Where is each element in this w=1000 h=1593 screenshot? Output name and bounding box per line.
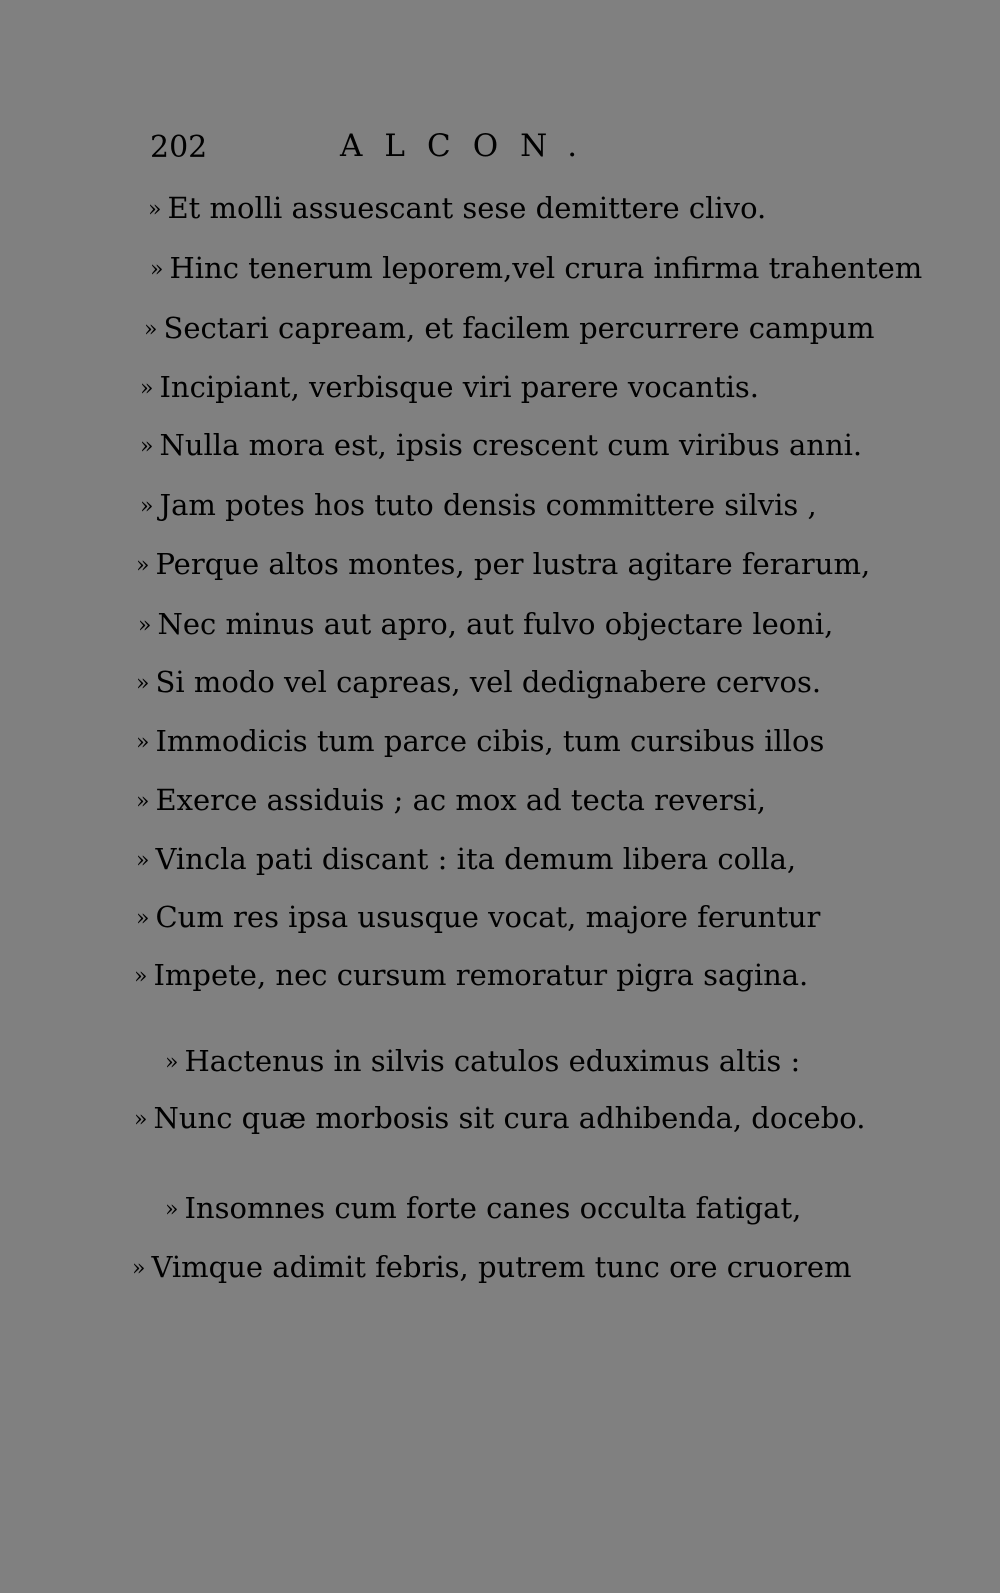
verse-line — [165, 1043, 800, 1081]
verse-line — [136, 546, 870, 584]
verse-line — [140, 369, 759, 407]
running-title: ALCON. — [340, 128, 600, 164]
verse-text: Cum res ipsa ususque vocat, majore feruntur — [155, 900, 821, 934]
quote-mark: » — [165, 1050, 179, 1075]
quote-mark: » — [165, 1197, 179, 1222]
verse-line — [140, 427, 862, 465]
verse-line — [138, 606, 833, 644]
quote-mark: » — [136, 848, 150, 873]
quote-mark: » — [150, 257, 164, 282]
quote-mark: » — [140, 434, 154, 459]
verse-text: Hinc tenerum leporem,vel crura infirma trahentem — [169, 251, 923, 285]
verse-text: Nunc quæ morbosis sit cura adhibenda, docebo. — [153, 1101, 866, 1135]
verse-text: Vincla pati discant : ita demum libera colla, — [155, 842, 797, 876]
verse-text: Perque altos montes, per lustra agitare ferarum, — [155, 547, 871, 581]
verse-text: Incipiant, verbisque viri parere vocantis. — [159, 370, 759, 404]
quote-mark: » — [136, 730, 150, 755]
verse-line — [136, 841, 796, 879]
verse-line — [136, 664, 821, 702]
quote-mark: » — [134, 1107, 148, 1132]
verse-line — [136, 782, 766, 820]
page-header — [150, 124, 850, 174]
verse-text: Hactenus in silvis catulos eduximus altis : — [184, 1044, 801, 1078]
verse-text: Nec minus aut apro, aut fulvo objectare leoni, — [157, 607, 834, 641]
verse-text: Immodicis tum parce cibis, tum cursibus illos — [155, 724, 825, 758]
quote-mark: » — [140, 494, 154, 519]
quote-mark: » — [140, 376, 154, 401]
quote-mark: » — [136, 553, 150, 578]
verse-text: Nulla mora est, ipsis crescent cum viribus anni. — [159, 428, 863, 462]
verse-text: Et molli assuescant sese demittere clivo. — [167, 191, 767, 225]
page-number: 202 — [150, 130, 208, 165]
verse-text: Vimque adimit febris, putrem tunc ore cruorem — [151, 1250, 852, 1284]
verse-text: Exerce assiduis ; ac mox ad tecta reversi, — [155, 783, 766, 817]
quote-mark: » — [136, 906, 150, 931]
verse-text: Insomnes cum forte canes occulta fatigat, — [184, 1191, 802, 1225]
quote-mark: » — [136, 671, 150, 696]
verse-line — [132, 1249, 852, 1287]
verse-text: Impete, nec cursum remoratur pigra sagina. — [153, 958, 809, 992]
verse-line — [134, 1100, 865, 1138]
quote-mark: » — [144, 317, 158, 342]
quote-mark: » — [138, 613, 152, 638]
quote-mark: » — [134, 964, 148, 989]
verse-line — [150, 250, 922, 288]
verse-line — [136, 723, 824, 761]
verse-text: Si modo vel capreas, vel dedignabere cervos. — [155, 665, 822, 699]
quote-mark: » — [136, 789, 150, 814]
verse-line — [148, 190, 766, 228]
verse-line — [144, 310, 875, 348]
verse-text: Jam potes hos tuto densis committere silvis , — [159, 488, 817, 522]
quote-mark: » — [148, 197, 162, 222]
verse-line — [165, 1190, 801, 1228]
verse-line — [134, 957, 808, 995]
quote-mark: » — [132, 1256, 146, 1281]
verse-line — [140, 487, 817, 525]
verse-text: Sectari capream, et facilem percurrere campum — [163, 311, 875, 345]
verse-line — [136, 899, 820, 937]
